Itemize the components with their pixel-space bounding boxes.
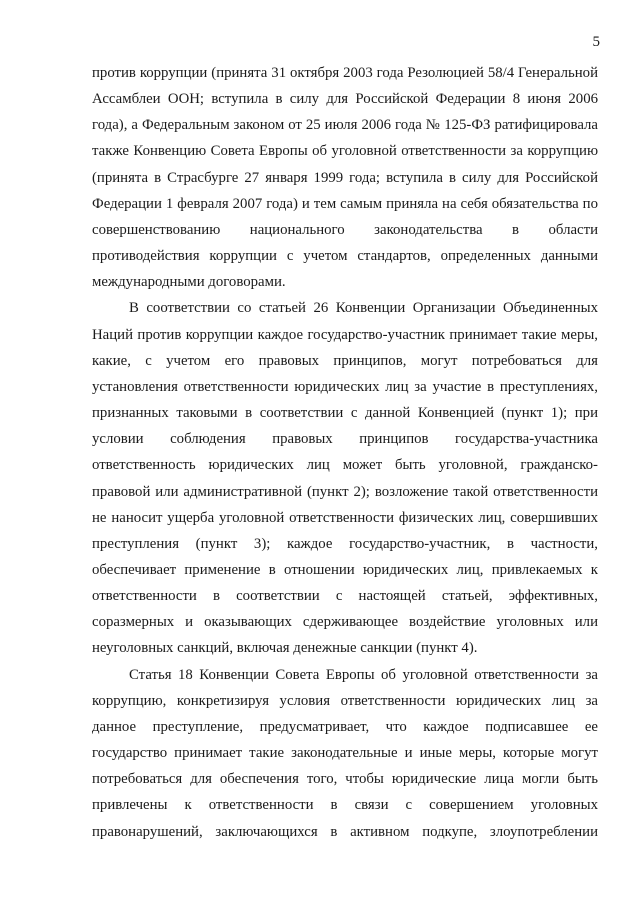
body-text [92,60,598,845]
paragraph-article-18: Статья 18 Конвенции Совета Европы об уголовной ответственности за коррупцию, конкретизируя условия ответственности юридических лиц за данное преступление, предусматривает, что каждое подписавшее ее государство принимает такие законодательные и иные меры, которые могут потребоваться для обеспечения того, чтобы юридические лица могли быть привлечены к ответственности в связи с совершением уголовных правонарушений, заключающихся в активном подкупе, злоупотреблении [92,666,598,840]
page-number: 5 [592,34,600,50]
paragraph-article-26: В соответствии со статьей 26 Конвенции Организации Объединенных Наций против коррупции каждое государство-участник принимает такие меры, какие, с учетом его правовых принципов, могут потребоваться для установления ответственности юридических лиц за участие в преступлениях, признанных таковыми в соответствии с данной Конвенцией (пункт 1); при условии соблюдения правовых принципов государства-участника ответственность юридических лиц может быть уголовной, гражданско-правовой или административной (пункт 2); возложение такой ответственности не наносит ущерба уголовной ответственности физических лиц, совершивших преступления (пункт 3); каждое государство-участник, в частности, обеспечивает применение в отношении юридических лиц, привлекаемых к ответственности в соответствии с настоящей статьей, эффективных, соразмерных и оказывающих сдерживающее воздействие уголовных или неуголовных санкций, включая денежные санкции (пункт 4). [92,300,598,657]
paragraph-continuation: против коррупции (принята 31 октября 2003 года Резолюцией 58/4 Генеральной Ассамблеи ООН; вступила в силу для Российской Федерации 8 июня 2006 года), а Федеральным законом от 25 июля 2006 года № 125-ФЗ ратифицировала также Конвенцию Совета Европы об уголовной ответственности за коррупцию (принята в Страсбурге 27 января 1999 года; вступила в силу для Российской Федерации 1 февраля 2007 года) и тем самым приняла на себя обязательства по совершенствованию национального законодательства в области противодействия коррупции с учетом стандартов, определенных данными международными договорами. [92,65,598,291]
